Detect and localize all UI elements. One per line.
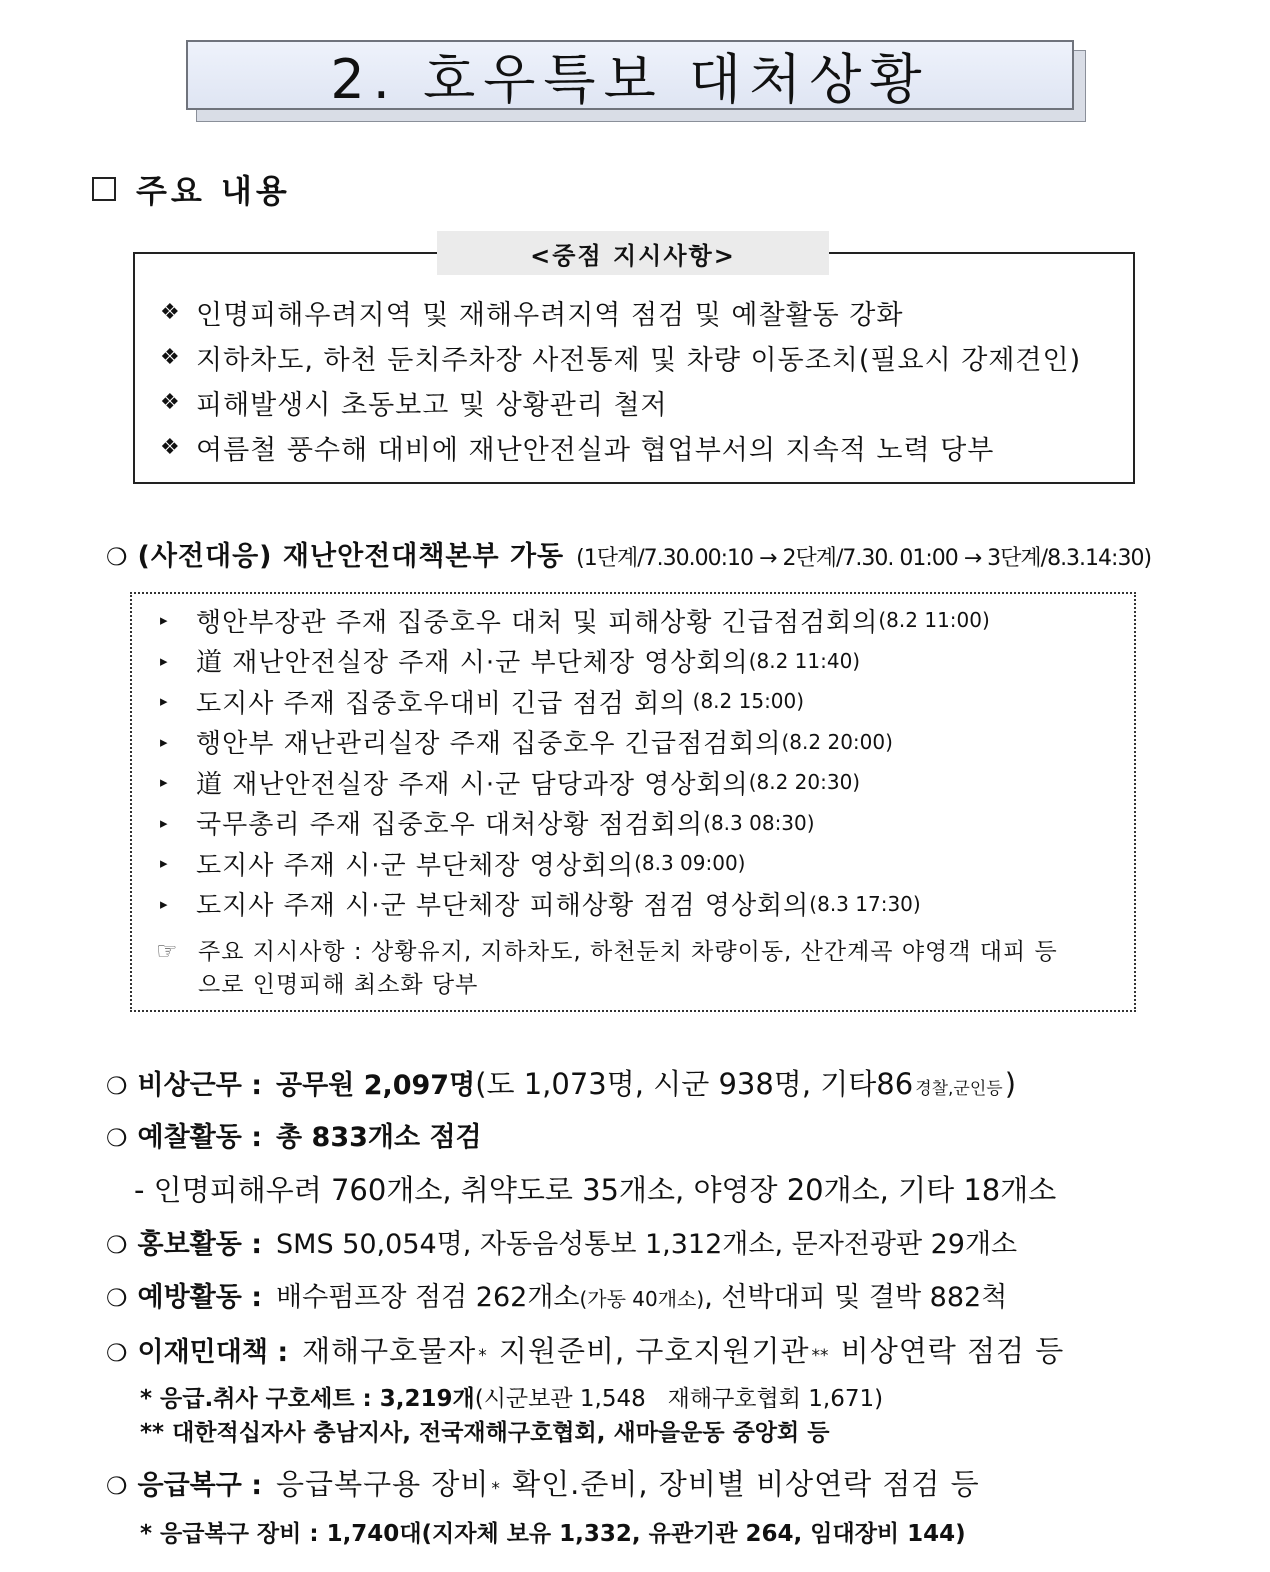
activity-time: (8.3 17:30): [809, 891, 921, 916]
key-instruction-item: [160, 380, 1081, 425]
activity-time: (8.2 20:00): [781, 729, 893, 754]
circle-bullet-icon: ❍: [106, 543, 128, 571]
activity-time: (8.3 08:30): [703, 810, 815, 835]
key-instruction-text: 피해발생시 초동보고 및 상황관리 철저: [196, 390, 668, 421]
emergency-duty-line: [106, 1062, 1016, 1103]
pre-response-line: [106, 534, 1151, 573]
activity-text: 道 재난안전실장 주재 시·군 부단체장 영상회의: [196, 648, 749, 679]
key-instruction-text: 인명피해우려지역 및 재해우려지역 점검 및 예찰활동 강화: [196, 300, 904, 331]
activity-item: [160, 641, 990, 682]
triangle-bullet-icon: ▸: [160, 611, 168, 630]
activity-text: 도지사 주재 시·군 부단체장 영상회의: [196, 850, 635, 881]
key-instruction-text: 여름철 풍수해 대비에 재난안전실과 협업부서의 지속적 노력 당부: [196, 435, 995, 466]
triangle-bullet-icon: ▸: [160, 773, 168, 792]
activity-text: 행안부 재난관리실장 주재 집중호우 긴급점검회의: [196, 729, 782, 760]
recovery-line: [106, 1462, 980, 1503]
patrol-line: [106, 1115, 482, 1154]
activity-time: (8.3 09:00): [634, 851, 746, 876]
emergency-duty-note: 경찰,군인등: [915, 1079, 1003, 1099]
activity-text: 도지사 주재 시·군 부단체장 피해상황 점검 영상회의: [196, 891, 810, 922]
displaced-sup-1: *: [478, 1346, 487, 1366]
displaced-text-1: 재해구호물자: [302, 1334, 477, 1368]
emergency-duty-label: 비상근무 :: [137, 1070, 263, 1101]
displaced-text-3: 비상연락 점검 등: [830, 1334, 1065, 1368]
triangle-bullet-icon: ▸: [160, 692, 168, 711]
publicity-text: SMS 50,054명, 자동음성통보 1,312개소, 문자전광판 29개소: [276, 1229, 1018, 1260]
activity-time: (8.2 15:00): [686, 689, 805, 714]
key-instruction-item: [160, 335, 1081, 380]
activity-text: 道 재난안전실장 주재 시·군 담당과장 영상회의: [196, 769, 749, 800]
emergency-duty-main: 공무원 2,097명: [276, 1070, 476, 1101]
instruction-note-line-2: 으로 인명피해 최소화 당부: [198, 972, 479, 998]
prevention-vessels: , 선박대피 및 결박 882척: [704, 1282, 1008, 1313]
diamond-bullet-icon: ❖: [160, 435, 181, 460]
activity-item: [160, 600, 990, 641]
pointing-hand-icon: ☞: [156, 937, 179, 965]
circle-bullet-icon: ❍: [106, 1472, 128, 1500]
section-heading: [92, 166, 291, 212]
activity-text: 행안부장관 주재 집중호우 대처 및 피해상황 긴급점검회의: [196, 607, 879, 638]
triangle-bullet-icon: ▸: [160, 813, 168, 832]
displaced-note-1-rest: (시군보관 1,548 재해구호협회 1,671): [474, 1386, 884, 1412]
diamond-bullet-icon: ❖: [160, 300, 181, 325]
recovery-text-2: 확인.준비, 장비별 비상연락 점검 등: [501, 1467, 980, 1501]
key-instruction-text: 지하차도, 하천 둔치주차장 사전통제 및 차량 이동조치(필요시 강제견인): [196, 345, 1082, 376]
triangle-bullet-icon: ▸: [160, 651, 168, 670]
activity-item: [160, 843, 990, 884]
activity-time: (8.2 20:30): [748, 770, 861, 795]
activity-text: 국무총리 주재 집중호우 대처상황 점검회의: [196, 810, 704, 841]
displaced-note-2: ** 대한적십자사 충남지사, 전국재해구호협회, 새마을운동 중앙회 등: [140, 1420, 830, 1446]
instruction-note-line-1: [156, 933, 1058, 966]
displaced-text-2: 지원준비, 구호지원기관: [488, 1334, 810, 1368]
diamond-bullet-icon: ❖: [160, 390, 181, 415]
triangle-bullet-icon: ▸: [160, 732, 168, 751]
publicity-label: 홍보활동 :: [137, 1229, 263, 1260]
displaced-sup-2: **: [811, 1346, 829, 1366]
displaced-note-1-bold: * 응급.취사 구호세트 : 3,219개: [140, 1386, 475, 1412]
recovery-sup: *: [491, 1479, 500, 1499]
pre-response-stages: (1단계/7.30.00:10 → 2단계/7.30. 01:00 → 3단계/8.3.14:30): [576, 546, 1152, 571]
prevention-text: 배수펌프장 점검 262개소: [276, 1282, 580, 1313]
activity-time: (8.2 11:40): [748, 648, 861, 673]
activity-time: (8.2 11:00): [878, 608, 990, 633]
displaced-label: 이재민대책 :: [137, 1337, 289, 1368]
publicity-line: [106, 1222, 1017, 1261]
key-instruction-item: [160, 290, 1081, 335]
diamond-bullet-icon: ❖: [160, 345, 181, 370]
circle-bullet-icon: ❍: [106, 1284, 128, 1312]
key-instructions-title: <중점 지시사항>: [437, 231, 829, 275]
recovery-text-1: 응급복구용 장비: [276, 1467, 490, 1501]
activity-text: 도지사 주재 집중호우대비 긴급 점검 회의: [196, 688, 687, 719]
prevention-operating: (가동 40개소): [579, 1287, 705, 1311]
circle-bullet-icon: ❍: [106, 1231, 128, 1259]
displaced-note-1: [140, 1380, 883, 1413]
displaced-line: [106, 1329, 1064, 1370]
section-heading-text: 주요 내용: [136, 172, 291, 210]
key-instructions-list: [160, 290, 1081, 470]
activity-item: [160, 681, 990, 722]
prevention-label: 예방활동 :: [137, 1282, 263, 1313]
pre-response-label: (사전대응) 재난안전대책본부 가동: [137, 541, 565, 572]
activity-item: [160, 762, 990, 803]
circle-bullet-icon: ❍: [106, 1124, 128, 1152]
prevention-line: [106, 1275, 1007, 1314]
emergency-duty-detail: (도 1,073명, 시군 938명, 기타86: [475, 1067, 914, 1101]
instruction-note-text: 주요 지시사항 : 상황유지, 지하차도, 하천둔치 차량이동, 산간계곡 야영객 대피 등: [198, 939, 1058, 965]
patrol-label: 예찰활동 :: [137, 1122, 263, 1153]
triangle-bullet-icon: ▸: [160, 894, 168, 913]
recovery-note: * 응급복구 장비 : 1,740대(지자체 보유 1,332, 유관기관 264, 임대장비 144): [140, 1521, 966, 1547]
circle-bullet-icon: ❍: [106, 1339, 128, 1367]
activity-item: [160, 803, 990, 844]
activity-item: [160, 884, 990, 925]
patrol-main: 총 833개소 점검: [276, 1122, 482, 1153]
circle-bullet-icon: ❍: [106, 1072, 128, 1100]
recovery-label: 응급복구 :: [137, 1470, 263, 1501]
emergency-duty-close: ): [1004, 1067, 1017, 1101]
key-instruction-item: [160, 425, 1081, 470]
checkbox-square-icon: [92, 177, 116, 201]
page-title: 2. 호우특보 대처상황: [330, 47, 930, 111]
patrol-detail: - 인명피해우려 760개소, 취약도로 35개소, 야영장 20개소, 기타 18개소: [134, 1173, 1057, 1207]
activity-item: [160, 722, 990, 763]
triangle-bullet-icon: ▸: [160, 854, 168, 873]
title-box: [186, 40, 1074, 110]
activities-list: [160, 600, 990, 924]
